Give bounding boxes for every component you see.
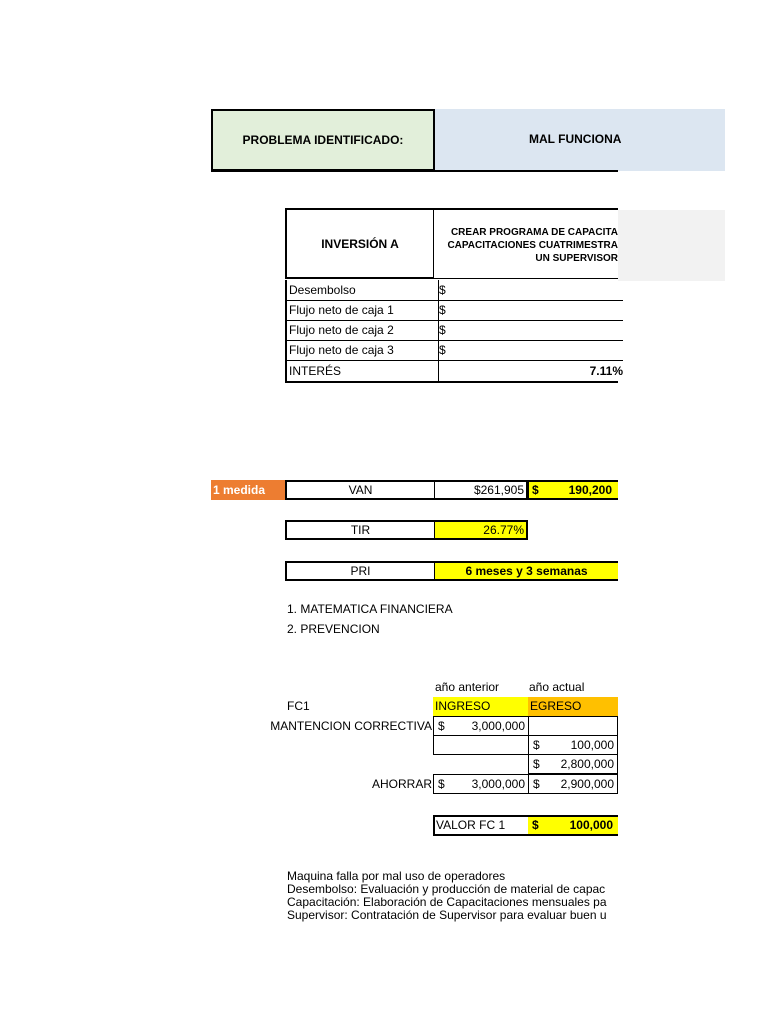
egreso-header[interactable]: EGRESO [528,697,618,716]
investment-description-line: CAPACITACIONES CUATRIMESTRA [447,240,618,251]
pri-label[interactable]: PRI [285,561,435,581]
problem-border [211,170,618,172]
ingreso-cell[interactable] [433,774,529,794]
currency-symbol: $ [532,818,539,832]
row-value-cell[interactable]: $ [434,300,623,321]
column-header-prev-year: año anterior [435,680,500,694]
note-line: Maquina falla por mal uso de operadores [287,870,506,883]
valor-fc-value[interactable] [528,815,618,836]
row-value-cell[interactable]: $ [434,340,623,361]
tir-label[interactable]: TIR [285,520,435,540]
fc-label: FC1 [287,699,310,713]
interest-value-cell[interactable]: 7.11% [589,364,623,378]
currency-symbol: $ [438,719,445,733]
list-item: 1. MATEMATICA FINANCIERA [287,602,453,616]
row-label-cell[interactable]: Desembolso [285,280,439,301]
currency-symbol: $ [533,738,540,752]
amount: 2,900,000 [560,777,614,791]
ingreso-cell[interactable] [433,716,529,736]
amount: 2,800,000 [560,757,614,771]
valor-fc-label[interactable]: VALOR FC 1 [433,815,529,836]
table-row [285,340,618,360]
row-label-cell[interactable]: Flujo neto de caja 3 [285,340,439,361]
egreso-cell[interactable] [528,774,618,794]
pri-value[interactable]: 6 meses y 3 semanas [434,561,618,581]
medida-label[interactable]: 1 medida [211,480,285,500]
note-line: Desembolso: Evaluación y producción de material de capac [287,882,606,896]
egreso-cell[interactable] [528,716,618,736]
table-row [285,361,623,381]
ingreso-cell[interactable] [433,735,529,755]
amount: 3,000,000 [471,719,525,733]
investment-desc-overflow [618,210,725,281]
notes-block [287,870,618,930]
amount: 100,000 [569,818,613,832]
currency-symbol: $ [533,777,540,791]
table-row [285,320,618,340]
problem-label: PROBLEMA IDENTIFICADO: [242,133,404,147]
egreso-cell[interactable] [528,735,618,755]
note-line: Capacitación: Elaboración de Capacitaciones mensuales pa [287,895,607,909]
van-secondary-amount: 190,200 [568,483,612,497]
van-value-secondary[interactable] [528,480,618,500]
list-item: 2. PREVENCION [287,622,380,636]
table-bottom-border [285,381,618,383]
amount: 100,000 [570,738,614,752]
investment-title: INVERSIÓN A [321,236,399,251]
problem-value: MAL FUNCIONA [529,132,622,146]
table-row [285,300,618,320]
currency-symbol: $ [438,777,445,791]
row-label-mantencion: MANTENCION CORRECTIVA [270,719,432,733]
row-label-cell[interactable]: Flujo neto de caja 2 [285,320,439,341]
tir-value[interactable]: 26.77% [434,520,528,540]
row-value-cell[interactable]: $ [434,280,623,301]
ahorrar-label: AHORRAR [371,777,432,791]
table-row [285,280,618,300]
column-header-current-year: año actual [529,680,585,694]
amount: 3,000,000 [471,777,525,791]
investment-description-line: CREAR PROGRAMA DE CAPACITA [450,227,618,238]
investment-title-cell[interactable] [285,208,434,279]
row-value-cell[interactable]: $ [434,320,623,341]
investment-description-cell[interactable] [434,208,618,279]
currency-symbol: $ [532,483,539,497]
egreso-cell[interactable] [528,754,618,774]
row-label-cell[interactable]: Flujo neto de caja 1 [285,300,439,321]
ingreso-header[interactable]: INGRESO [433,697,528,716]
investment-description-line: UN SUPERVISOR [535,253,618,264]
currency-symbol: $ [533,757,540,771]
van-value[interactable]: $261,905 [434,480,528,500]
note-line: Supervisor: Contratación de Supervisor para evaluar buen u [287,908,607,922]
van-label[interactable]: VAN [285,480,435,500]
problem-label-cell[interactable] [211,109,435,171]
problem-value-cell[interactable] [435,109,725,171]
row-label-cell[interactable]: INTERÉS [285,361,439,381]
